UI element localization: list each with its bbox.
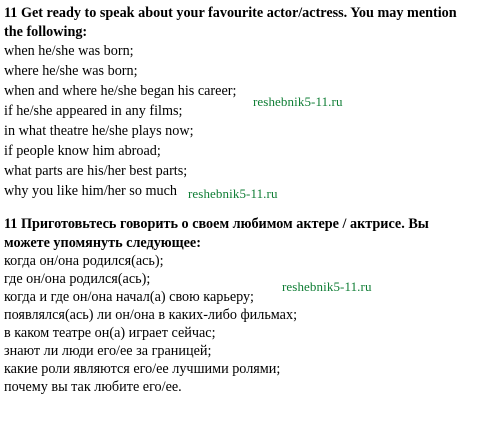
russian-item: в каком театре он(а) играет сейчас;	[4, 325, 216, 341]
english-item: if people know him abroad;	[4, 143, 161, 159]
russian-item: появлялся(ась) ли он/она в каких-либо фильмах;	[4, 307, 298, 323]
english-heading-line2: the following:	[4, 24, 88, 40]
russian-item: когда он/она родился(ась);	[4, 253, 164, 269]
russian-item: почему вы так любите его/ее.	[4, 379, 182, 395]
russian-item: где он/она родился(ась);	[4, 271, 151, 287]
russian-heading-line1: 11 Приготовьтесь говорить о своем любимом актере / актрисе. Вы	[4, 216, 429, 232]
english-item: why you like him/her so much	[4, 183, 177, 199]
watermark: reshebnik5-11.ru	[253, 94, 343, 109]
russian-item: когда и где он/она начал(а) свою карьеру;	[4, 289, 254, 305]
english-heading-line1: 11 Get ready to speak about your favourite actor/actress. You may mention	[4, 5, 457, 21]
english-item: what parts are his/her best parts;	[4, 163, 188, 179]
russian-heading-line2: можете упомянуть следующее:	[4, 235, 201, 251]
english-item: when and where he/she began his career;	[4, 83, 237, 99]
watermark: reshebnik5-11.ru	[188, 186, 278, 201]
russian-item: какие роли являются его/ее лучшими ролями;	[4, 361, 281, 377]
watermark: reshebnik5-11.ru	[282, 279, 372, 294]
english-item: if he/she appeared in any films;	[4, 103, 183, 119]
english-item: where he/she was born;	[4, 63, 138, 79]
english-item: in what theatre he/she plays now;	[4, 123, 194, 139]
english-item: when he/she was born;	[4, 43, 134, 59]
russian-item: знают ли люди его/ее за границей;	[4, 343, 212, 359]
